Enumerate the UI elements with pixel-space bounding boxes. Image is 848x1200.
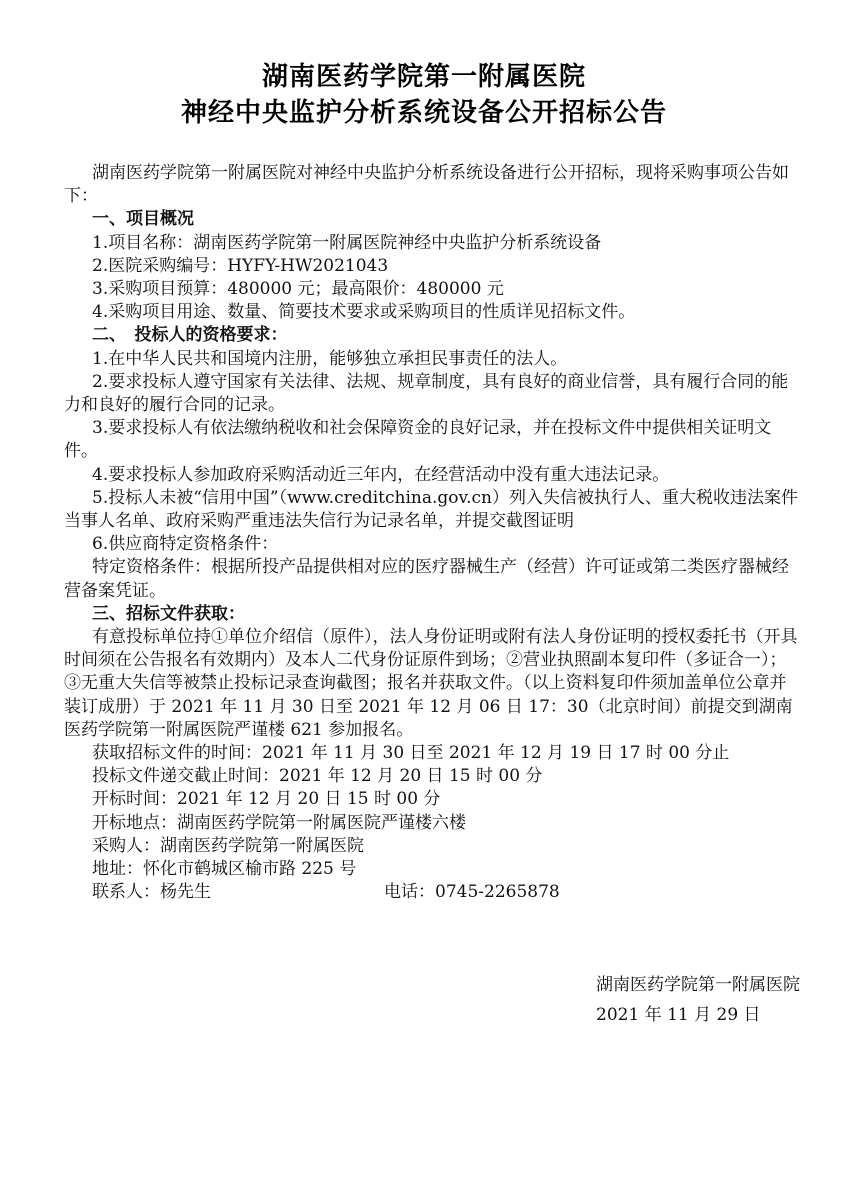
schedule-line: 采购人：湖南医药学院第一附属医院 (92, 835, 364, 856)
overview-item: 1.项目名称：湖南医药学院第一附属医院神经中央监护分析系统设备 (92, 232, 602, 253)
overview-item: 4.采购项目用途、数量、简要技术要求或采购项目的性质详见招标文件。 (92, 302, 636, 323)
page-subtitle: 神经中央监护分析系统设备公开招标公告 (180, 98, 667, 128)
schedule-line: 投标文件递交截止时间：2021 年 12 月 20 日 15 时 00 分 (92, 766, 543, 787)
qualification-item: 特定资格条件：根据所投产品提供相对应的医疗器械生产（经营）许可证或第二类医疗器械经营备案凭证。 (64, 557, 789, 601)
qualification-item: 4.要求投标人参加政府采购活动近三年内，在经营活动中没有重大违法记录。 (92, 464, 670, 485)
documents-paragraph: 有意投标单位持①单位介绍信（原件），法人身份证明或附有法人身份证明的授权委托书（开具时间须在公告报名有效期内）及本人二代身份证原件到场；②营业执照副本复印件（多证合一）；③无重大失信等被禁止投标记录查询截图；报名并获取文件。（以上资料复印件须加盖单位公章并装订成册）于 2021 年 11 月 30 日至 2021 年 12 月 06 日 17：30（北京时间）前提交到湖南医药学院第一附属医院严谨楼 621 参加报名。 (64, 627, 798, 740)
signature-date: 2021 年 11 月 29 日 (596, 1005, 761, 1025)
qualification-item: 5.投标人未被“信用中国”（www.creditchina.gov.cn）列入失信被执行人、重大税收违法案件当事人名单、政府采购严重违法失信行为记录名单，并提交截图证明 (64, 487, 798, 532)
overview-item: 3.采购项目预算：480000 元；最高限价：480000 元 (92, 279, 504, 300)
qualification-item: 3.要求投标人有依法缴纳税收和社会保障资金的良好记录，并在投标文件中提供相关证明文件。 (64, 418, 772, 462)
contact-person: 联系人：杨先生 (92, 882, 211, 903)
announcement-body (64, 162, 800, 905)
qualification-item: 1.在中华人民共和国境内注册，能够独立承担民事责任的法人。 (92, 348, 568, 369)
page-title: 湖南医药学院第一附属医院 (261, 62, 586, 92)
signature-org: 湖南医药学院第一附属医院 (596, 975, 800, 995)
intro-paragraph: 湖南医药学院第一附属医院对神经中央监护分析系统设备进行公开招标，现将采购事项公告如下： (64, 163, 789, 207)
schedule-line: 开标时间：2021 年 12 月 20 日 15 时 00 分 (92, 789, 441, 810)
overview-item: 2.医院采购编号：HYFY-HW2021043 (92, 255, 389, 276)
qualification-item: 2.要求投标人遵守国家有关法律、法规、规章制度，具有良好的商业信誉，具有履行合同的能力和良好的履行合同的记录。 (64, 371, 789, 416)
schedule-line: 获取招标文件的时间：2021 年 11 月 30 日至 2021 年 12 月 19 日 17 时 00 分止 (92, 743, 730, 764)
contact-phone: 电话：0745-2265878 (384, 882, 560, 903)
schedule-line: 开标地点：湖南医药学院第一附属医院严谨楼六楼 (92, 812, 466, 833)
section-heading-documents: 三、招标文件获取： (92, 603, 245, 624)
section-heading-overview: 一、项目概况 (92, 209, 194, 230)
contact-row (64, 881, 800, 904)
qualification-item: 6.供应商特定资格条件： (92, 534, 279, 555)
section-heading-qualifications: 二、 投标人的资格要求： (92, 325, 288, 346)
schedule-line: 地址：怀化市鹤城区榆市路 225 号 (92, 859, 357, 880)
